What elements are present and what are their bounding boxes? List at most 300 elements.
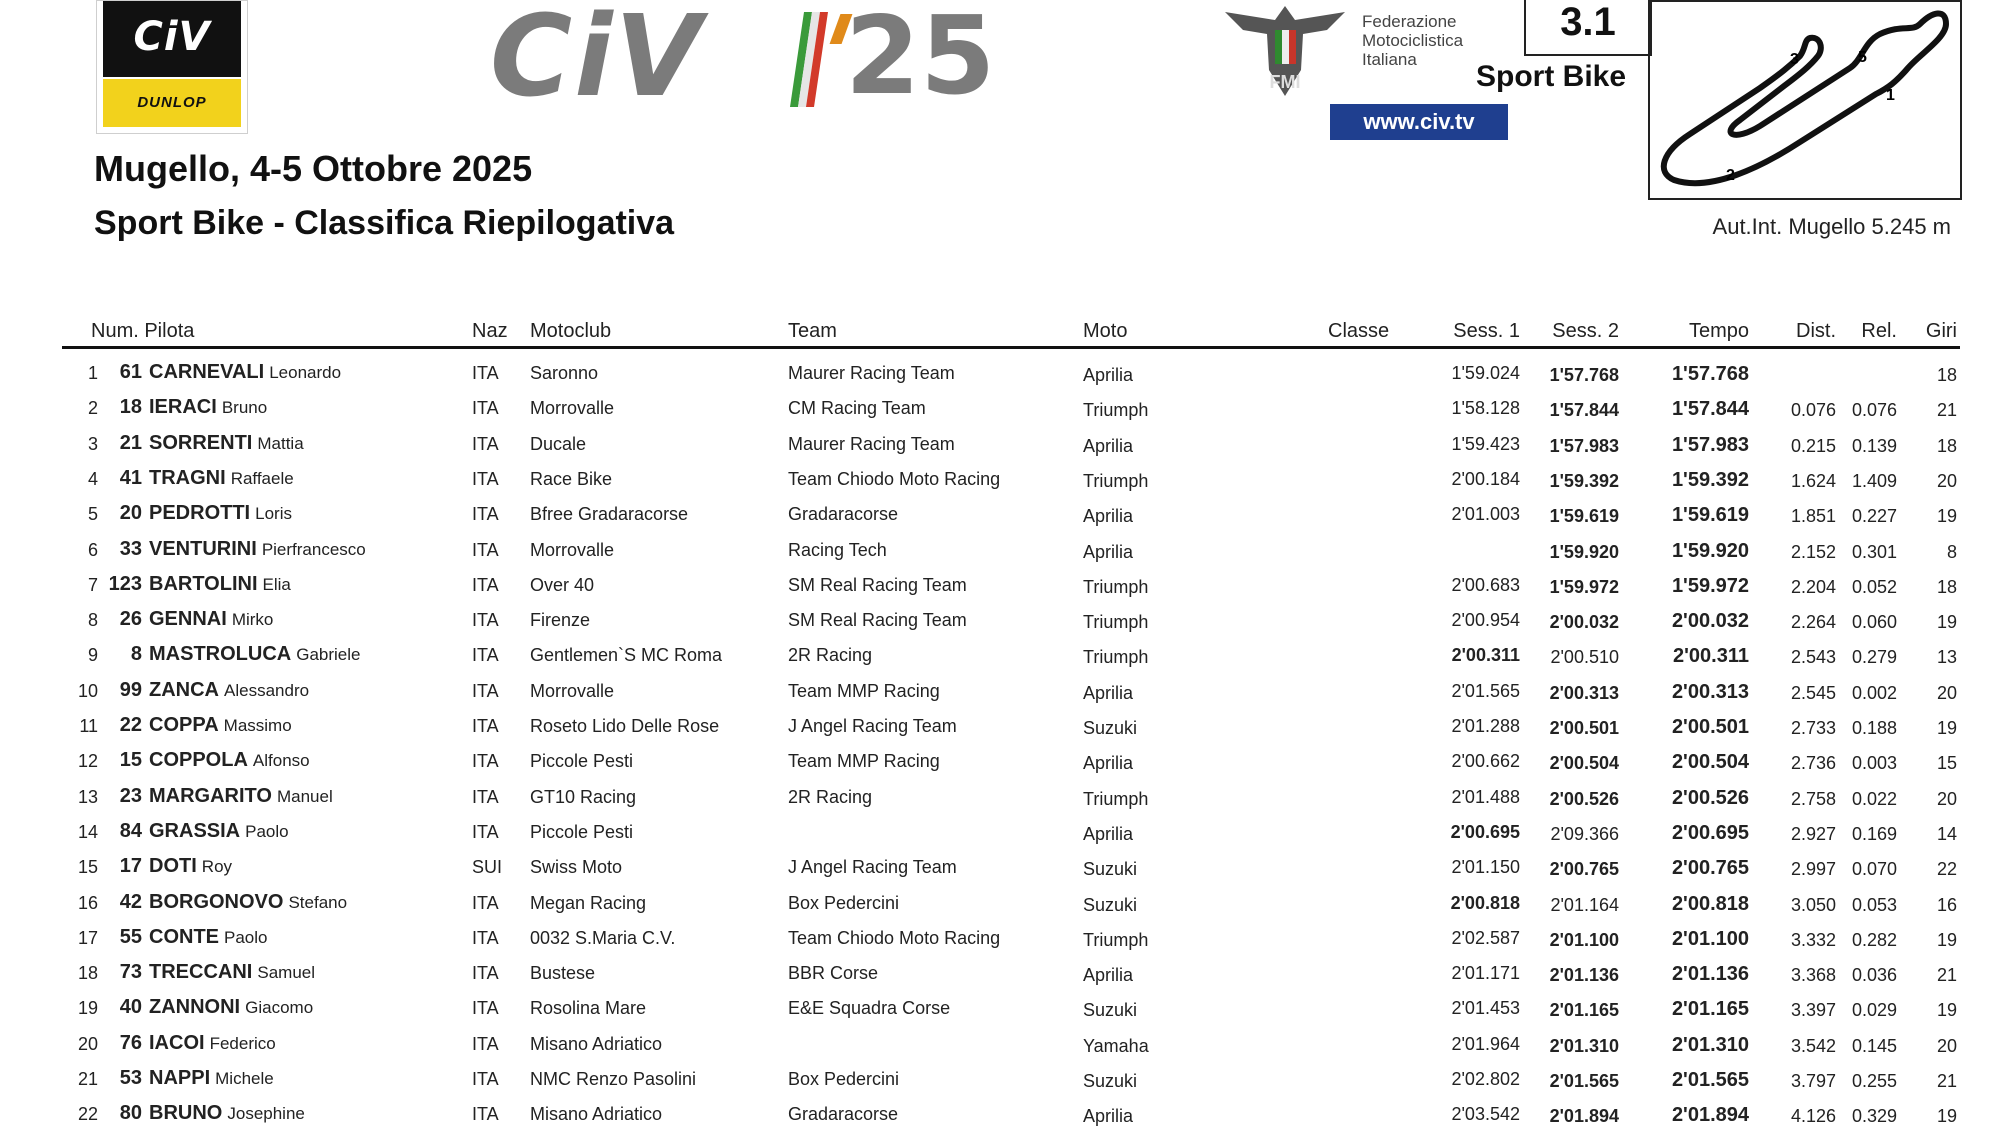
rider-surname: TRAGNI — [149, 466, 226, 489]
nationality-cell: ITA — [472, 786, 499, 807]
rider-surname: COPPA — [149, 714, 219, 736]
civ25-logo — [490, 0, 1030, 122]
nationality-cell: ITA — [472, 645, 499, 666]
best-time-cell: 2'01.100 — [1671, 927, 1749, 950]
motoclub-cell: Roseto Lido Delle Rose — [530, 716, 720, 736]
rider-first-name: Federico — [209, 1033, 276, 1053]
civ25-logo-text: CiV — [490, 0, 704, 122]
rider-surname: GRASSIA — [149, 819, 241, 842]
position-cell: 3 — [87, 433, 98, 454]
nationality-cell: ITA — [472, 398, 499, 419]
gap-previous-cell: 0.003 — [1851, 753, 1897, 774]
gap-leader-cell: 0.215 — [1790, 435, 1836, 456]
bike-make-cell: Suzuki — [1083, 718, 1138, 738]
rider-first-name: Elia — [262, 574, 291, 594]
session1-time-cell: 2'00.184 — [1451, 468, 1520, 489]
gap-leader-cell: 4.126 — [1790, 1106, 1836, 1127]
motoclub-cell: Bfree Gradaracorse — [530, 504, 689, 525]
session1-time-cell: 2'01.003 — [1451, 504, 1520, 525]
nationality-cell: ITA — [472, 998, 499, 1019]
table-row — [0, 924, 2000, 959]
gap-leader-cell: 2.927 — [1790, 823, 1836, 844]
page-subtitle: Sport Bike - Classifica Riepilogativa — [94, 204, 675, 242]
bike-number-cell: 40 — [119, 996, 142, 1019]
session2-time-cell: 1'59.619 — [1549, 506, 1619, 527]
session1-time-cell: 2'00.695 — [1450, 821, 1520, 842]
dunlop-logo-text: DUNLOP — [103, 79, 241, 127]
federation-line-3: Italiana — [1362, 50, 1417, 69]
position-cell: 20 — [77, 1033, 98, 1054]
session2-time-cell: 1'57.768 — [1549, 365, 1619, 385]
rider-first-name: Gabriele — [296, 645, 361, 665]
rider-surname: COPPOLA — [149, 749, 248, 772]
rider-first-name: Michele — [215, 1069, 274, 1088]
session2-time-cell: 2'00.501 — [1549, 718, 1619, 738]
gap-previous-cell: 0.139 — [1851, 435, 1897, 456]
position-cell: 2 — [87, 398, 98, 419]
rider-first-name: Manuel — [276, 786, 333, 806]
gap-previous-cell: 0.036 — [1851, 965, 1897, 986]
category-label: Sport Bike — [1476, 60, 1627, 93]
federation-line-1: Federazione — [1362, 12, 1457, 31]
laps-cell: 16 — [1936, 894, 1957, 915]
table-row — [0, 783, 2000, 818]
motoclub-cell: Misano Adriatico — [530, 1104, 663, 1125]
session1-time-cell: 2'02.802 — [1451, 1069, 1520, 1089]
session2-time-cell: 2'01.100 — [1549, 929, 1619, 950]
team-cell: Box Pedercini — [788, 1069, 900, 1089]
bike-number-cell: 33 — [119, 537, 142, 560]
col-header-naz: Naz — [472, 320, 508, 342]
rider-first-name: Stefano — [288, 892, 348, 912]
track-info: Aut.Int. Mugello 5.245 m — [1712, 214, 1951, 239]
gap-leader-cell: 2.758 — [1790, 788, 1836, 809]
bike-make-cell: Suzuki — [1083, 1071, 1138, 1091]
motoclub-cell: Morrovalle — [530, 398, 615, 419]
best-time-cell: 2'00.765 — [1671, 857, 1749, 880]
table-row — [0, 500, 2000, 535]
bike-make-cell: Triumph — [1083, 929, 1149, 950]
laps-cell: 21 — [1936, 400, 1957, 421]
best-time-cell: 2'01.310 — [1671, 1033, 1749, 1056]
team-cell: Box Pedercini — [788, 892, 900, 913]
rider-first-name: Loris — [255, 504, 292, 524]
session1-time-cell: 2'01.171 — [1451, 963, 1520, 984]
gap-leader-cell: 2.152 — [1790, 541, 1836, 562]
rider-first-name: Paolo — [245, 821, 289, 841]
position-cell: 13 — [77, 786, 98, 807]
nationality-cell: ITA — [472, 504, 499, 525]
laps-cell: 8 — [1946, 541, 1957, 562]
col-header-giri: Giri — [1925, 320, 1957, 342]
laps-cell: 19 — [1936, 1106, 1957, 1127]
team-cell: Team Chiodo Moto Racing — [788, 927, 1001, 948]
team-cell: Team Chiodo Moto Racing — [788, 468, 1001, 489]
best-time-cell: 2'01.165 — [1671, 998, 1749, 1021]
rider-first-name: Mirko — [231, 610, 274, 630]
bike-make-cell: Aprilia — [1083, 682, 1134, 703]
rider-first-name: Alessandro — [224, 680, 310, 700]
best-time-cell: 2'00.311 — [1673, 645, 1749, 668]
best-time-cell: 1'57.768 — [1671, 363, 1749, 385]
rider-name-cell — [149, 1067, 274, 1090]
rider-first-name: Pierfrancesco — [261, 539, 366, 559]
rider-name-cell — [149, 926, 268, 949]
table-row — [0, 1065, 2000, 1100]
position-cell: 1 — [87, 363, 98, 383]
bike-number-cell: 76 — [119, 1031, 142, 1054]
laps-cell: 18 — [1936, 365, 1957, 385]
col-header-dist: Dist. — [1796, 320, 1836, 342]
position-cell: 8 — [87, 610, 98, 631]
gap-previous-cell: 0.282 — [1851, 929, 1897, 950]
session1-time-cell: 2'00.683 — [1451, 574, 1520, 595]
civ-logo-text: CiV — [103, 1, 241, 77]
rider-surname: IACOI — [149, 1031, 205, 1054]
rider-name-cell — [149, 714, 292, 737]
motoclub-cell: Rosolina Mare — [530, 998, 647, 1019]
bike-make-cell: Triumph — [1083, 576, 1149, 597]
laps-cell: 20 — [1936, 1035, 1957, 1056]
gap-leader-cell: 2.204 — [1790, 576, 1836, 597]
gap-leader-cell: 2.543 — [1790, 647, 1836, 668]
gap-leader-cell: 2.264 — [1790, 612, 1836, 633]
best-time-cell: 2'01.894 — [1671, 1104, 1749, 1127]
gap-previous-cell: 0.052 — [1851, 576, 1897, 597]
turn-5-label: 5 — [1858, 49, 1867, 66]
gap-leader-cell: 1.624 — [1790, 470, 1836, 491]
best-time-cell: 2'00.818 — [1671, 892, 1749, 915]
laps-cell: 14 — [1936, 823, 1957, 844]
best-time-cell: 2'01.565 — [1671, 1069, 1749, 1091]
motoclub-cell: Bustese — [530, 963, 596, 984]
laps-cell: 18 — [1936, 576, 1957, 597]
rider-name-cell — [149, 855, 232, 878]
motoclub-cell: Piccole Pesti — [530, 821, 634, 842]
turn-2-label: 2 — [1726, 167, 1735, 184]
motoclub-cell: NMC Renzo Pasolini — [530, 1069, 697, 1089]
team-cell: E&E Squadra Corse — [788, 998, 951, 1019]
table-row — [0, 359, 2000, 394]
best-time-cell: 1'59.972 — [1671, 574, 1749, 597]
laps-cell: 21 — [1936, 1071, 1957, 1091]
rider-first-name: Giacomo — [245, 998, 314, 1018]
nationality-cell: SUI — [472, 857, 503, 878]
rider-first-name: Raffaele — [230, 468, 294, 488]
rider-surname: BORGONOVO — [149, 890, 284, 913]
rider-name-cell — [149, 608, 273, 631]
bike-number-cell: 22 — [119, 714, 142, 736]
session2-time-cell: 1'59.972 — [1549, 576, 1619, 597]
gap-leader-cell: 1.851 — [1790, 506, 1836, 527]
rider-first-name: Josephine — [227, 1104, 305, 1124]
rider-surname: BARTOLINI — [149, 572, 258, 595]
col-header-tempo: Tempo — [1688, 320, 1749, 342]
rider-surname: PEDROTTI — [149, 502, 251, 525]
gap-previous-cell: 0.188 — [1851, 718, 1897, 738]
rider-first-name: Samuel — [257, 963, 315, 983]
team-cell: BBR Corse — [788, 963, 879, 984]
rider-surname: CARNEVALI — [149, 361, 265, 383]
best-time-cell: 2'00.313 — [1671, 680, 1749, 703]
bike-number-cell: 53 — [119, 1067, 142, 1089]
bike-number-cell: 61 — [119, 361, 142, 383]
session1-time-cell: 2'00.311 — [1451, 645, 1520, 666]
bike-make-cell: Aprilia — [1083, 753, 1134, 774]
italian-flag-stripe-icon — [770, 12, 830, 107]
rider-first-name: Alfonso — [252, 751, 310, 771]
motoclub-cell: Firenze — [530, 610, 591, 631]
motoclub-cell: Swiss Moto — [530, 857, 623, 878]
nationality-cell: ITA — [472, 751, 499, 772]
rider-surname: NAPPI — [149, 1067, 211, 1089]
bike-number-cell: 8 — [130, 643, 142, 666]
bike-number-cell: 123 — [108, 572, 142, 595]
rider-surname: DOTI — [149, 855, 197, 878]
rider-first-name: Mattia — [257, 433, 304, 453]
best-time-cell: 2'00.526 — [1671, 786, 1749, 809]
col-header-team: Team — [788, 320, 837, 342]
team-cell: Team MMP Racing — [788, 751, 940, 772]
session2-time-cell: 2'00.032 — [1549, 612, 1619, 633]
session2-time-cell: 2'00.504 — [1549, 753, 1619, 774]
col-header-num-pilota: Num. Pilota — [91, 320, 195, 342]
rider-name-cell — [149, 361, 341, 384]
rider-name-cell — [149, 396, 267, 419]
table-row — [0, 818, 2000, 853]
gap-previous-cell: 0.279 — [1851, 647, 1897, 668]
position-cell: 4 — [87, 468, 98, 489]
position-cell: 22 — [77, 1104, 98, 1125]
rider-first-name: Roy — [201, 857, 233, 877]
rider-name-cell — [149, 891, 347, 914]
session1-time-cell: 2'02.587 — [1451, 927, 1520, 948]
bike-number-cell: 23 — [119, 784, 142, 807]
table-row — [0, 959, 2000, 994]
best-time-cell: 2'00.501 — [1671, 716, 1749, 738]
position-cell: 6 — [87, 539, 98, 560]
bike-number-cell: 99 — [119, 678, 142, 701]
rider-name-cell — [149, 573, 291, 596]
rider-surname: ZANCA — [149, 678, 219, 701]
rider-name-cell — [149, 961, 315, 984]
position-cell: 18 — [77, 963, 98, 984]
team-cell: CM Racing Team — [788, 398, 926, 419]
position-cell: 15 — [77, 857, 98, 878]
bike-number-cell: 18 — [119, 396, 142, 419]
website-link[interactable]: www.civ.tv — [1330, 104, 1508, 140]
table-row — [0, 1100, 2000, 1135]
motoclub-cell: Misano Adriatico — [530, 1033, 663, 1054]
rider-surname: MASTROLUCA — [149, 643, 292, 666]
team-cell: Racing Tech — [788, 539, 887, 560]
gap-leader-cell: 0.076 — [1790, 400, 1836, 421]
rider-name-cell — [149, 679, 309, 702]
table-row — [0, 394, 2000, 429]
gap-previous-cell: 0.053 — [1851, 894, 1897, 915]
session1-time-cell: 2'00.954 — [1451, 610, 1520, 631]
gap-leader-cell: 2.736 — [1790, 753, 1836, 774]
turn-3-label: 3 — [1790, 51, 1799, 68]
col-header-rel: Rel. — [1861, 320, 1897, 342]
team-cell: 2R Racing — [788, 645, 873, 666]
laps-cell: 19 — [1936, 718, 1957, 738]
bike-make-cell: Suzuki — [1083, 859, 1138, 880]
session1-time-cell: 2'01.488 — [1451, 786, 1520, 807]
session2-time-cell: 1'59.392 — [1549, 470, 1619, 491]
team-cell: J Angel Racing Team — [788, 857, 957, 878]
nationality-cell: ITA — [472, 892, 499, 913]
rider-surname: BRUNO — [149, 1102, 223, 1125]
table-row — [0, 465, 2000, 500]
best-time-cell: 1'59.619 — [1671, 504, 1749, 527]
rider-name-cell — [149, 749, 310, 772]
rider-first-name: Leonardo — [269, 363, 342, 382]
session2-time-cell: 1'57.844 — [1549, 400, 1619, 421]
best-time-cell: 2'01.136 — [1671, 963, 1749, 986]
gap-previous-cell: 1.409 — [1851, 470, 1897, 491]
nationality-cell: ITA — [472, 716, 499, 736]
position-cell: 5 — [87, 504, 98, 525]
civ-logo — [96, 0, 248, 134]
rider-surname: CONTE — [149, 925, 219, 948]
federation-name — [1362, 12, 1463, 69]
rider-name-cell — [149, 432, 304, 455]
motoclub-cell: Gentlemen`S MC Roma — [530, 645, 723, 666]
session2-time-cell: 2'09.366 — [1550, 823, 1619, 844]
bike-make-cell: Aprilia — [1083, 541, 1134, 562]
bike-number-cell: 55 — [119, 925, 142, 948]
table-row — [0, 606, 2000, 641]
session1-time-cell: 1'59.423 — [1451, 433, 1520, 454]
nationality-cell: ITA — [472, 963, 499, 984]
session1-time-cell: 2'01.150 — [1451, 857, 1520, 878]
col-header-sess2: Sess. 2 — [1552, 320, 1619, 342]
gap-leader-cell: 3.542 — [1790, 1035, 1836, 1056]
motoclub-cell: Over 40 — [530, 574, 595, 595]
rider-surname: ZANNONI — [149, 996, 241, 1019]
table-row — [0, 641, 2000, 676]
best-time-cell: 2'00.695 — [1671, 821, 1749, 844]
laps-cell: 19 — [1936, 929, 1957, 950]
best-time-cell: 1'59.392 — [1671, 468, 1749, 491]
rider-name-cell — [149, 467, 294, 490]
best-time-cell: 1'59.920 — [1671, 539, 1749, 562]
rider-name-cell — [149, 502, 292, 525]
table-row — [0, 677, 2000, 712]
position-cell: 9 — [87, 645, 98, 666]
session2-time-cell: 1'57.983 — [1549, 435, 1619, 456]
session1-time-cell: 2'03.542 — [1451, 1104, 1520, 1125]
bike-number-cell: 15 — [119, 749, 142, 772]
nationality-cell: ITA — [472, 927, 499, 948]
table-row — [0, 853, 2000, 888]
nationality-cell: ITA — [472, 363, 499, 383]
session2-time-cell: 2'01.164 — [1550, 894, 1619, 915]
rider-surname: SORRENTI — [149, 431, 253, 454]
col-header-sess1: Sess. 1 — [1453, 320, 1520, 342]
gap-previous-cell: 0.227 — [1851, 506, 1897, 527]
bike-make-cell: Suzuki — [1083, 1000, 1138, 1021]
session2-time-cell: 2'01.136 — [1549, 965, 1619, 986]
best-time-cell: 1'57.844 — [1671, 398, 1749, 421]
nationality-cell: ITA — [472, 610, 499, 631]
track-map-icon — [1648, 0, 1962, 200]
team-cell: 2R Racing — [788, 786, 873, 807]
session2-time-cell: 2'00.510 — [1550, 647, 1619, 668]
rider-first-name: Paolo — [224, 927, 268, 947]
col-header-motoclub: Motoclub — [530, 320, 612, 342]
position-cell: 16 — [77, 892, 98, 913]
col-header-classe: Classe — [1328, 320, 1390, 342]
table-row — [0, 994, 2000, 1029]
bike-make-cell: Aprilia — [1083, 1106, 1134, 1127]
team-cell: Gradaracorse — [788, 1104, 899, 1125]
rider-name-cell — [149, 1102, 305, 1125]
rider-name-cell — [149, 996, 313, 1019]
gap-previous-cell: 0.022 — [1851, 788, 1897, 809]
session2-time-cell: 2'00.526 — [1549, 788, 1619, 809]
rider-name-cell — [149, 643, 361, 666]
laps-cell: 19 — [1936, 612, 1957, 633]
motoclub-cell: 0032 S.Maria C.V. — [530, 927, 676, 948]
nationality-cell: ITA — [472, 433, 499, 454]
bike-make-cell: Aprilia — [1083, 965, 1134, 986]
position-cell: 11 — [79, 716, 98, 736]
page-title: Mugello, 4-5 Ottobre 2025 — [94, 148, 533, 189]
nationality-cell: ITA — [472, 468, 499, 489]
team-cell: Maurer Racing Team — [788, 433, 955, 454]
best-time-cell: 2'00.504 — [1671, 751, 1749, 774]
motoclub-cell: Saronno — [530, 363, 599, 383]
session1-time-cell: 1'59.024 — [1451, 363, 1520, 383]
rider-name-cell — [149, 785, 333, 808]
nationality-cell: ITA — [472, 821, 499, 842]
bike-make-cell: Yamaha — [1083, 1035, 1149, 1056]
laps-cell: 22 — [1936, 859, 1957, 880]
motoclub-cell: Megan Racing — [530, 892, 647, 913]
bike-make-cell: Triumph — [1083, 647, 1149, 668]
gap-leader-cell: 3.332 — [1790, 929, 1836, 950]
session1-time-cell: 1'58.128 — [1451, 398, 1520, 419]
nationality-cell: ITA — [472, 1104, 499, 1125]
laps-cell: 19 — [1936, 506, 1957, 527]
best-time-cell: 2'00.032 — [1671, 610, 1749, 633]
gap-previous-cell: 0.002 — [1851, 682, 1897, 703]
motoclub-cell: Ducale — [530, 433, 587, 454]
gap-leader-cell: 3.050 — [1790, 894, 1836, 915]
bike-number-cell: 41 — [119, 466, 142, 489]
gap-leader-cell: 3.397 — [1790, 1000, 1836, 1021]
bike-make-cell: Suzuki — [1083, 894, 1138, 915]
bike-make-cell: Triumph — [1083, 788, 1149, 809]
table-row — [0, 571, 2000, 606]
rider-first-name: Bruno — [221, 398, 268, 418]
session2-time-cell: 2'01.894 — [1549, 1106, 1619, 1127]
nationality-cell: ITA — [472, 680, 499, 701]
rider-name-cell — [149, 820, 289, 843]
session1-time-cell: 2'00.662 — [1451, 751, 1520, 772]
nationality-cell: ITA — [472, 574, 499, 595]
motoclub-cell: Morrovalle — [530, 680, 615, 701]
laps-cell: 21 — [1936, 965, 1957, 986]
rider-first-name: Massimo — [223, 716, 292, 735]
gap-leader-cell: 2.997 — [1790, 859, 1836, 880]
position-cell: 17 — [77, 927, 98, 948]
laps-cell: 13 — [1936, 647, 1957, 668]
rider-surname: GENNAI — [149, 608, 227, 631]
gap-previous-cell: 0.070 — [1851, 859, 1897, 880]
